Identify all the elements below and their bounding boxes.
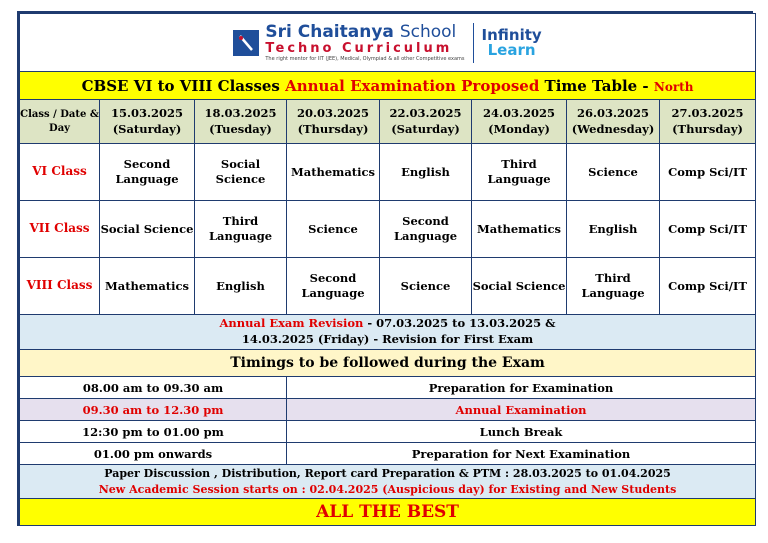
brand-logo xyxy=(20,23,755,63)
partner-line1: Infinity xyxy=(481,25,542,44)
date-header: 18.03.2025 (Tuesday) xyxy=(195,100,287,144)
subject-cell: Third Language xyxy=(567,258,660,315)
date-header: 24.03.2025 (Monday) xyxy=(472,100,567,144)
timings-heading-row xyxy=(20,350,756,377)
timetable xyxy=(19,13,756,526)
date-header: 22.03.2025 (Saturday) xyxy=(380,100,472,144)
subject-cell: Second Language xyxy=(380,201,472,258)
date-header: 15.03.2025 (Saturday) xyxy=(100,100,195,144)
brand-school: School xyxy=(399,21,457,42)
table-row xyxy=(20,258,756,315)
timing-time: 08.00 am to 09.30 am xyxy=(20,377,287,399)
subject-cell: Science xyxy=(567,144,660,201)
page-title: CBSE VI to VIII Classes Annual Examination Proposed Time Table - North xyxy=(20,72,756,100)
timing-row xyxy=(20,443,756,465)
table-row xyxy=(20,201,756,258)
subject-cell: Social Science xyxy=(195,144,287,201)
subject-cell: Science xyxy=(287,201,380,258)
subject-cell: English xyxy=(380,144,472,201)
subject-cell: Mathematics xyxy=(472,201,567,258)
date-header: 26.03.2025 (Wednesday) xyxy=(567,100,660,144)
timings-heading: Timings to be followed during the Exam xyxy=(20,350,756,377)
title-row xyxy=(20,72,756,100)
class-label: VIII Class xyxy=(20,258,100,315)
subject-cell: Comp Sci/IT xyxy=(660,144,756,201)
subject-cell: English xyxy=(567,201,660,258)
partner-logo xyxy=(481,25,542,59)
timing-time: 09.30 am to 12.30 pm xyxy=(20,399,287,421)
closing-message: ALL THE BEST xyxy=(20,499,756,526)
school-emblem-icon xyxy=(233,30,259,56)
subject-cell: English xyxy=(195,258,287,315)
subject-cell: Comp Sci/IT xyxy=(660,258,756,315)
footer-note xyxy=(20,465,756,499)
class-label: VII Class xyxy=(20,201,100,258)
brand-tagline: The right mentor for IIT (JEE), Medical, Olympiad & all other Competitive exams xyxy=(265,55,465,62)
date-header: 27.03.2025 (Thursday) xyxy=(660,100,756,144)
subject-cell: Third Language xyxy=(195,201,287,258)
revision-row xyxy=(20,315,756,350)
timing-row xyxy=(20,421,756,443)
class-label: VI Class xyxy=(20,144,100,201)
footer-line2: New Academic Session starts on : 02.04.2025 (Auspicious day) for Existing and New Students xyxy=(98,482,677,496)
date-header-row xyxy=(20,100,756,144)
footer-row xyxy=(20,465,756,499)
logo-divider xyxy=(473,23,474,63)
subject-cell: Mathematics xyxy=(100,258,195,315)
timing-activity: Annual Examination xyxy=(287,399,756,421)
subject-cell: Social Science xyxy=(100,201,195,258)
footer-line1: Paper Discussion , Distribution, Report card Preparation & PTM : 28.03.2025 to 01.04.2025 xyxy=(104,466,671,480)
timing-time: 01.00 pm onwards xyxy=(20,443,287,465)
corner-header: Class / Date & Day xyxy=(20,100,100,144)
revision-note: Annual Exam Revision - 07.03.2025 to 13.03.2025 & 14.03.2025 (Friday) - Revision for First Exam xyxy=(20,315,756,350)
subject-cell: Second Language xyxy=(100,144,195,201)
timetable-sheet xyxy=(17,11,753,526)
subject-cell: Comp Sci/IT xyxy=(660,201,756,258)
timing-activity: Preparation for Examination xyxy=(287,377,756,399)
revision-label: Annual Exam Revision xyxy=(219,316,364,331)
region-label: North xyxy=(653,79,694,94)
subject-cell: Third Language xyxy=(472,144,567,201)
brand-name: Sri Chaitanya xyxy=(265,21,394,42)
subject-cell: Second Language xyxy=(287,258,380,315)
timing-row xyxy=(20,377,756,399)
timing-activity: Preparation for Next Examination xyxy=(287,443,756,465)
timing-time: 12:30 pm to 01.00 pm xyxy=(20,421,287,443)
subject-cell: Mathematics xyxy=(287,144,380,201)
logo-row xyxy=(20,14,756,72)
date-header: 20.03.2025 (Thursday) xyxy=(287,100,380,144)
timing-row xyxy=(20,399,756,421)
partner-line2: Learn xyxy=(487,40,536,59)
timing-activity: Lunch Break xyxy=(287,421,756,443)
brand-subtitle: Techno Curriculum xyxy=(265,40,453,56)
subject-cell: Science xyxy=(380,258,472,315)
subject-cell: Social Science xyxy=(472,258,567,315)
table-row xyxy=(20,144,756,201)
closing-row xyxy=(20,499,756,526)
